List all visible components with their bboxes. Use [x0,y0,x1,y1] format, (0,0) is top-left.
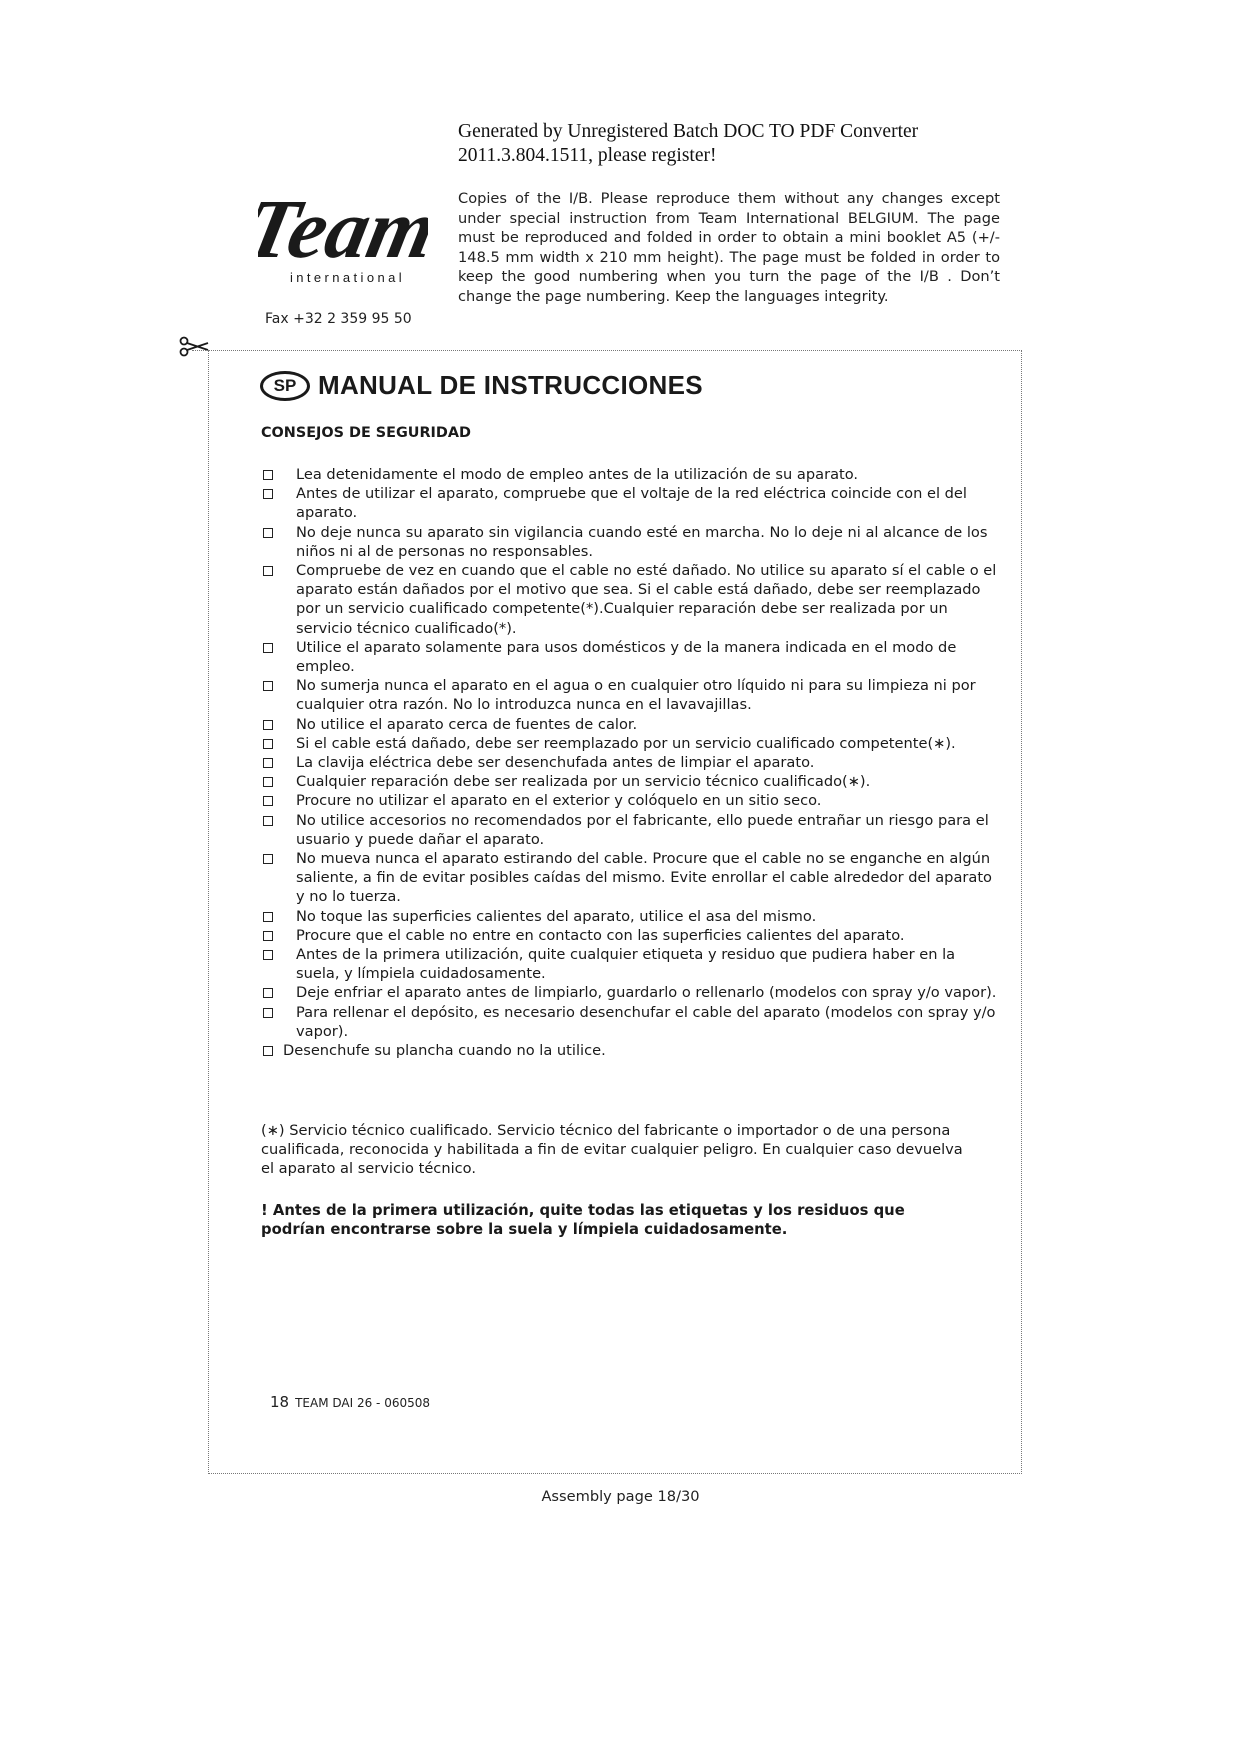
list-item: Para rellenar el depósito, es necesario desenchufar el cable del aparato (modelos con spray y/o vapor). [261,1003,997,1041]
list-item: No toque las superficies calientes del aparato, utilice el asa del mismo. [261,907,997,926]
checkbox-bullet-icon [263,912,273,922]
checkbox-bullet-icon [263,720,273,730]
logo-subtext: international [290,270,406,285]
scissors-icon [178,335,212,357]
checkbox-bullet-icon [263,796,273,806]
warning-text: ! Antes de la primera utilización, quite todas las etiquetas y los residuos que podrían encontrarse sobre la suela y límpiela cuidadosamente. [261,1202,905,1238]
footnote: (∗) Servicio técnico cualificado. Servicio técnico del fabricante o importador o de una persona cualificada, reconocida y habilitada a fin de evitar cualquier peligro. En cualquier caso devuelva el aparato al servicio técnico. [261,1122,963,1177]
list-item: Utilice el aparato solamente para usos domésticos y de la manera indicada en el modo de empleo. [261,638,997,676]
list-item: Lea detenidamente el modo de empleo antes de la utilización de su aparato. [261,465,997,484]
checkbox-bullet-icon [263,528,273,538]
list-item: Compruebe de vez en cuando que el cable no esté dañado. No utilice su aparato sí el cable o el aparato están dañados por el motivo que sea. Si el cable está dañado, debe ser reemplazado por un servicio cualificado competente(*).Cualquier reparación debe ser realizada por un servicio técnico cualificado(*). [261,561,997,638]
list-item: Cualquier reparación debe ser realizada por un servicio técnico cualificado(∗). [261,772,997,791]
checkbox-bullet-icon [263,988,273,998]
watermark-line-2: 2011.3.804.1511, please register! [458,145,717,166]
checkbox-bullet-icon [263,1008,273,1018]
reproduction-notice: Copies of the I/B. Please reproduce them without any changes except under special instruction from Team International BELGIUM. The page must be reproduced and folded in order to obtain a mini booklet A5 (+/- 148.5 mm width x 210 mm height). The page must be folded in order to keep the good numbering when you turn the page of the I/B . Don’t change the page numbering. Keep the languages integrity. [458,190,1000,305]
list-item: No deje nunca su aparato sin vigilancia cuando esté en marcha. No lo deje ni al alcance de los niños ni al de personas no responsables. [261,523,997,561]
list-item: Procure no utilizar el aparato en el exterior y colóquelo en un sitio seco. [261,791,997,810]
list-item: Si el cable está dañado, debe ser reemplazado por un servicio cualificado competente(∗). [261,734,997,753]
watermark-line-1: Generated by Unregistered Batch DOC TO PDF Converter [458,121,919,142]
list-item: Procure que el cable no entre en contacto con las superficies calientes del aparato. [261,926,997,945]
checkbox-bullet-icon [263,1046,273,1056]
page-reference [270,1393,430,1411]
list-item: No mueva nunca el aparato estirando del cable. Procure que el cable no se enganche en algún saliente, a fin de evitar posibles caídas del mismo. Evite enrollar el cable alrededor del aparato y no lo tuerza. [261,849,997,907]
checkbox-bullet-icon [263,950,273,960]
checkbox-bullet-icon [263,777,273,787]
document-reference: TEAM DAI 26 - 060508 [295,1396,431,1410]
manual-heading [260,370,703,401]
page-number: 18 [270,1393,290,1411]
list-item: No utilice accesorios no recomendados por el fabricante, ello puede entrañar un riesgo para el usuario y puede dañar el aparato. [261,811,997,849]
list-item: No utilice el aparato cerca de fuentes de calor. [261,715,997,734]
list-item: No sumerja nunca el aparato en el agua o en cualquier otro líquido ni para su limpieza ni por cualquier otra razón. No lo introduzca nunca en el lavavajillas. [261,676,997,714]
checkbox-bullet-icon [263,854,273,864]
manual-title: MANUAL DE INSTRUCCIONES [318,370,703,400]
list-item: Desenchufe su plancha cuando no la utilice. [261,1041,997,1060]
checkbox-bullet-icon [263,739,273,749]
checkbox-bullet-icon [263,816,273,826]
fax-number: Fax +32 2 359 95 50 [265,311,412,327]
list-item: Deje enfriar el aparato antes de limpiarlo, guardarlo o rellenarlo (modelos con spray y/o vapor). [261,983,997,1002]
safety-list [261,465,997,1060]
list-item: La clavija eléctrica debe ser desenchufada antes de limpiar el aparato. [261,753,997,772]
watermark [458,120,1018,168]
checkbox-bullet-icon [263,566,273,576]
section-title: CONSEJOS DE SEGURIDAD [261,425,471,441]
checkbox-bullet-icon [263,931,273,941]
checkbox-bullet-icon [263,643,273,653]
checkbox-bullet-icon [263,758,273,768]
logo-wordmark: Team [258,182,428,276]
list-item: Antes de la primera utilización, quite cualquier etiqueta y residuo que pudiera haber en la suela, y límpiela cuidadosamente. [261,945,997,983]
assembly-page-label: Assembly page 18/30 [541,1488,700,1505]
checkbox-bullet-icon [263,681,273,691]
team-logo [258,165,428,295]
checkbox-bullet-icon [263,489,273,499]
language-badge: SP [260,371,310,401]
checkbox-bullet-icon [263,470,273,480]
list-item: Antes de utilizar el aparato, compruebe que el voltaje de la red eléctrica coincide con el del aparato. [261,484,997,522]
